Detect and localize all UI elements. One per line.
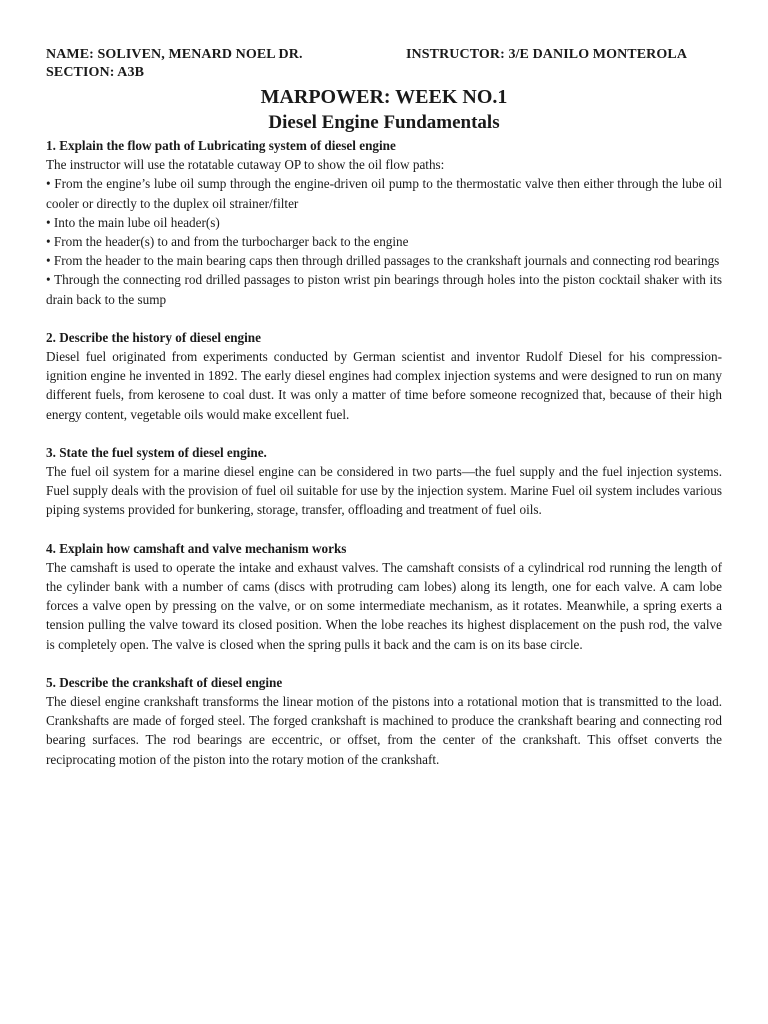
section-heading: 2. Describe the history of diesel engine	[46, 329, 261, 345]
section-heading: 3. State the fuel system of diesel engine.	[46, 444, 267, 460]
paragraph: The camshaft is used to operate the intake and exhaust valves. The camshaft consists of a cylindrical rod running the length of the cylinder bank with a number of cams (discs with protruding cam lobes) along its length, one for each valve. A cam lobe forces a valve open by pressing on the valve, or on some intermediate mechanism, as it rotates. Meanwhile, a spring exerts a tension pulling the valve toward its closed position. When the lobe reaches its highest displacement on the push rod, the valve is completely open. The valve is closed when the spring pulls it back and the cam is on its base circle.	[46, 559, 722, 652]
bullet-item: • Into the main lube oil header(s)	[46, 214, 220, 230]
instructor-label: INSTRUCTOR: 3/E DANILO MONTEROLA	[406, 47, 688, 62]
student-header	[46, 46, 688, 82]
paragraph: The instructor will use the rotatable cutaway OP to show the oil flow paths:	[46, 157, 445, 173]
page-subtitle: Diesel Engine Fundamentals	[268, 112, 500, 133]
paragraph: Diesel fuel originated from experiments conducted by German scientist and inventor Rudolf Diesel for his compression-ignition engine he invented in 1892. The early diesel engines had complex injection systems and were designed to run on many different fuels, from kerosene to coal dust. It was only a matter of time before someone recognized that, because of their high energy content, vegetable oils would make excellent fuel.	[46, 349, 722, 422]
bullet-item: • Through the connecting rod drilled passages to piston wrist pin bearings through holes into the piston cocktail shaker with its drain back to the sump	[46, 272, 722, 307]
bullet-item: • From the engine’s lube oil sump through the engine-driven oil pump to the thermostatic valve then either through the lube oil cooler or directly to the duplex oil strainer/filter	[46, 176, 722, 211]
student-name: NAME: SOLIVEN, MENARD NOEL DR.	[46, 47, 303, 62]
paragraph: The diesel engine crankshaft transforms the linear motion of the pistons into a rotational motion that is transmitted to the load. Crankshafts are made of forged steel. The forged crankshaft is machined to produce the crankshaft bearing and connecting rod bearing surfaces. The rod bearings are eccentric, or offset, from the center of the crankshaft. This offset converts the reciprocating motion of the piston into the rotary motion of the crankshaft.	[46, 694, 722, 767]
section-heading: 1. Explain the flow path of Lubricating system of diesel engine	[46, 138, 396, 153]
section-heading: 4. Explain how camshaft and valve mechanism works	[46, 540, 347, 556]
document-body	[46, 136, 722, 769]
bullet-item: • From the header(s) to and from the turbocharger back to the engine	[46, 234, 409, 250]
bullet-item: • From the header to the main bearing caps then through drilled passages to the crankshaft journals and connecting rod bearings	[46, 253, 720, 269]
section-heading: 5. Describe the crankshaft of diesel engine	[46, 674, 283, 690]
section-label: SECTION: A3B	[46, 65, 145, 80]
paragraph: The fuel oil system for a marine diesel engine can be considered in two parts—the fuel supply and the fuel injection systems. Fuel supply deals with the provision of fuel oil suitable for use by the injection system. Marine Fuel oil system includes various piping systems provided for bunkering, storage, transfer, offloading and treatment of fuel oils.	[46, 464, 722, 518]
page-title: MARPOWER: WEEK NO.1	[260, 86, 508, 108]
